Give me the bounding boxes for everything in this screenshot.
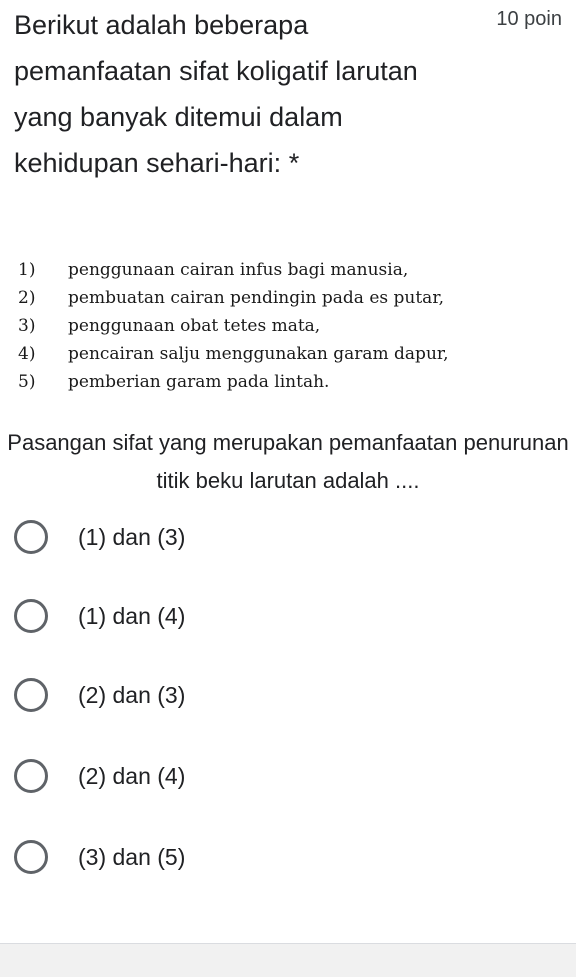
radio-button-icon[interactable]	[14, 520, 48, 554]
radio-button-icon[interactable]	[14, 599, 48, 633]
question-text: Berikut adalah beberapa pemanfaatan sifat koligatif larutan yang banyak ditemui dalam kehidupan sehari-hari:	[14, 10, 418, 178]
statement-item	[18, 312, 558, 340]
option-label[interactable]: (2) dan (4)	[78, 762, 186, 789]
statement-text: pemberian garam pada lintah.	[68, 372, 330, 392]
statement-item	[18, 256, 558, 284]
statement-number: 4)	[18, 344, 36, 364]
statement-item	[18, 284, 558, 312]
statement-number: 5)	[18, 372, 36, 392]
statement-list	[18, 256, 558, 396]
statement-number: 1)	[18, 260, 36, 280]
option-label[interactable]: (3) dan (5)	[78, 843, 186, 870]
radio-button-icon[interactable]	[14, 840, 48, 874]
statement-item	[18, 368, 558, 396]
required-star: *	[288, 148, 300, 178]
statement-item	[18, 340, 558, 368]
option-2-4[interactable]	[14, 754, 185, 798]
statement-text: pencairan salju menggunakan garam dapur,	[68, 344, 449, 364]
option-3-5[interactable]	[14, 835, 185, 879]
option-label[interactable]: (2) dan (3)	[78, 681, 186, 708]
option-label[interactable]: (1) dan (4)	[78, 602, 186, 629]
option-1-4[interactable]	[14, 594, 185, 638]
radio-button-icon[interactable]	[14, 678, 48, 712]
statement-text: penggunaan obat tetes mata,	[68, 316, 321, 336]
bottom-bar	[0, 943, 576, 977]
statement-number: 3)	[18, 316, 36, 336]
radio-button-icon[interactable]	[14, 759, 48, 793]
statement-text: penggunaan cairan infus bagi manusia,	[68, 260, 409, 280]
option-1-3[interactable]	[14, 515, 185, 559]
question-title	[14, 2, 469, 186]
statement-number: 2)	[18, 288, 36, 308]
option-label[interactable]: (1) dan (3)	[78, 523, 186, 550]
statement-text: pembuatan cairan pendingin pada es putar,	[68, 288, 444, 308]
points-label: 10 poin	[496, 8, 562, 30]
instruction-text: Pasangan sifat yang merupakan pemanfaatan penurunan titik beku larutan adalah ....	[7, 430, 569, 493]
option-2-3[interactable]	[14, 673, 185, 717]
